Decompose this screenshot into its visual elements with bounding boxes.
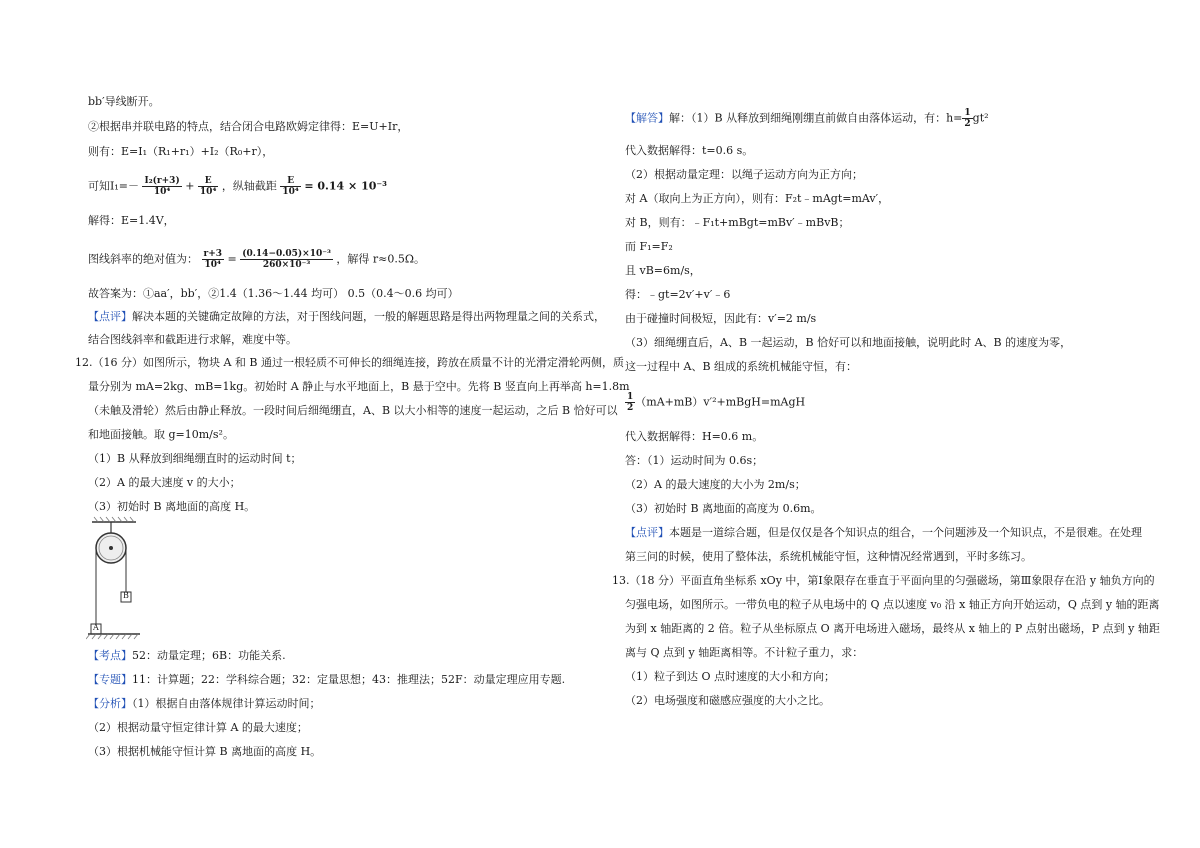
formula-text: = 0.14 × 10⁻³ <box>304 179 388 193</box>
pulley-diagram <box>86 516 142 640</box>
text-line: 这一过程中 A、B 组成的系统机械能守恒，有： <box>625 360 858 373</box>
text-line: （3）细绳绷直后，A、B 一起运动，B 恰好可以和地面接触，说明此时 A、B 的速度为零， <box>625 336 1072 349</box>
section-tag: 【分析】 <box>88 697 132 710</box>
formula-line <box>625 392 805 413</box>
fraction-numerator: 1 <box>627 392 634 402</box>
text-line: 本题是一道综合题，但是仅仅是各个知识点的组合，一个问题涉及一个知识点，不是很难。在处理 <box>669 526 1142 539</box>
section-tag: 【点评】 <box>88 310 132 323</box>
fraction-numerator: I₂(r+3) <box>144 176 180 186</box>
text-line: 为到 x 轴距离的 2 倍。粒子从坐标原点 O 离开电场进入磁场，最终从 x 轴上的 P 点射出磁场，P 点到 y 轴距 <box>625 622 1160 635</box>
formula-line: 可知I₁=－ $\frac{\text{I₂(r+3)}}{\text{10⁴}}$ + $\frac{E}{\text{10⁴}}$ ，纵轴截距 $\frac{E}{\text{10⁴}}$ = 0.14 × 10⁻³ <box>88 176 388 197</box>
text-line: 代入数据解得：t=0.6 s。 <box>625 144 754 157</box>
text-line: （1）B 从释放到细绳绷直时的运动时间 t； <box>88 452 302 465</box>
text-line: 第三问的时候，使用了整体法，系统机械能守恒，这种情况经常遇到，平时多练习。 <box>625 550 1032 563</box>
formula-text: ，解得 r≈0.5Ω。 <box>336 252 426 266</box>
fraction-denominator: 10⁴ <box>153 187 171 197</box>
text-line: （3）根据机械能守恒计算 B 离地面的高度 H。 <box>88 745 322 758</box>
text-line: 匀强电场，如图所示。一带负电的粒子从电场中的 Q 点以速度 v₀ 沿 x 轴正方向开始运动，Q 点到 y 轴的距离 <box>625 598 1160 611</box>
formula-text: gt² <box>972 111 989 125</box>
text-line: 则有：E=I₁（R₁+r₁）+I₂（R₀+r）， <box>88 145 274 158</box>
text-line: 11：计算题；22：学科综合题；32：定量思想；43：推理法；52F：动量定理应用专题. <box>132 673 566 686</box>
fraction-denominator: 10⁴ <box>199 187 217 197</box>
fraction-denominator: 2 <box>964 119 971 129</box>
text-line: （3）初始时 B 离地面的高度为 0.6m。 <box>625 502 822 515</box>
text-line: 且 vB=6m/s， <box>625 264 701 277</box>
fraction-denominator: 260×10⁻³ <box>262 260 311 270</box>
comment-line <box>88 310 605 324</box>
text-line: （2）A 的最大速度 v 的大小； <box>88 476 241 489</box>
text-line: （2）根据动量守恒定律计算 A 的最大速度； <box>88 721 308 734</box>
comment-line <box>88 697 321 711</box>
formula-text: ，纵轴截距 <box>221 179 277 193</box>
comment-line <box>88 649 286 663</box>
formula-text: （mA+mB）v′²+mBgH=mAgH <box>635 395 806 409</box>
text-line: 而 F₁=F₂ <box>625 240 673 253</box>
section-tag: 【考点】 <box>88 649 132 662</box>
fraction <box>962 108 972 129</box>
text-line: 对 A（取向上为正方向），则有：F₂t﹣mAgt=mAv′， <box>625 192 890 205</box>
comment-line <box>625 526 1142 540</box>
question-line: 12.（16 分）如图所示，物块 A 和 B 通过一根轻质不可伸长的细绳连接，跨放在质量不计的光滑定滑轮两侧，质 <box>75 356 624 369</box>
fraction-denominator: 2 <box>627 403 634 413</box>
section-tag: 【专题】 <box>88 673 132 686</box>
text-line: 离与 Q 点到 y 轴距离相等。不计粒子重力，求： <box>625 646 864 659</box>
formula-text: 图线斜率的绝对值为： <box>88 252 198 266</box>
fraction-numerator: E <box>198 176 218 187</box>
section-tag: 【解答】 <box>625 111 669 125</box>
text-line: bb′导线断开。 <box>88 95 160 108</box>
answer-line <box>625 108 989 129</box>
text-line: ②根据串并联电路的特点，结合闭合电路欧姆定律得：E=U+Ir， <box>88 120 409 133</box>
text-line: （未触及滑轮）然后由静止释放。一段时间后细绳绷直，A、B 以大小相等的速度一起运动，之后 B 恰好可以 <box>88 404 618 417</box>
text-line: （3）初始时 B 离地面的高度 H。 <box>88 500 256 513</box>
text-line: 答：（1）运动时间为 0.6s； <box>625 454 764 467</box>
fraction <box>240 249 333 270</box>
text-line: 得：﹣gt=2v′+v′﹣6 <box>625 288 731 301</box>
section-tag: 【点评】 <box>625 526 669 539</box>
fraction-denominator: 10⁴ <box>204 260 221 270</box>
text-line: 解决本题的关键确定故障的方法，对于图线问题，一般的解题思路是得出两物理量之间的关系式， <box>132 310 605 323</box>
text-line: 结合图线斜率和截距进行求解，难度中等。 <box>88 333 297 346</box>
fraction <box>280 176 300 197</box>
pulley-figure <box>86 516 142 640</box>
text-line: （2）电场强度和磁感应强度的大小之比。 <box>625 694 830 707</box>
block-a-label: A <box>93 623 99 632</box>
formula-line: 图线斜率的绝对值为： $\frac{r+3}{\text{10⁴}}$ = $\frac{\text{(0.14−0.05)×10⁻³}}{\text{260×10⁻³}}$ ，解得 r≈0.5Ω。 <box>88 249 426 270</box>
fraction-numerator: (0.14−0.05)×10⁻³ <box>242 249 331 259</box>
text-line: 和地面接触。取 g=10m/s²。 <box>88 428 234 441</box>
fraction-numerator: 1 <box>964 108 971 118</box>
text-line: 对 B，则有：﹣F₁t+mBgt=mBv′﹣mBvB； <box>625 216 850 229</box>
text-line: 52：动量定理；6B：功能关系. <box>132 649 286 662</box>
text-line: （2）A 的最大速度的大小为 2m/s； <box>625 478 806 491</box>
fraction <box>142 176 181 197</box>
formula-text: 解：（1）B 从释放到细绳刚绷直前做自由落体运动，有：h= <box>669 111 963 125</box>
fraction <box>198 176 218 197</box>
fraction-numerator: r+3 <box>203 249 223 259</box>
fraction-denominator: 10⁴ <box>282 187 299 197</box>
text-line: 量分别为 mA=2kg、mB=1kg。初始时 A 静止与水平地面上，B 悬于空中。先将 B 竖直向上再举高 h=1.8m <box>88 380 630 393</box>
comment-line <box>88 673 565 687</box>
block-b-label: B <box>123 591 129 600</box>
formula-text: 可知I₁=－ <box>88 179 139 193</box>
fraction-numerator: E <box>280 176 300 187</box>
text-line: （1）粒子到达 O 点时速度的大小和方向； <box>625 670 836 683</box>
fraction <box>625 392 635 413</box>
text-line: 解得：E=1.4V， <box>88 214 175 227</box>
text-line: 故答案为：①aa′，bb′，②1.4（1.36～1.44 均可） 0.5（0.4～0.6 均可） <box>88 287 459 300</box>
question-line: 13.（18 分）平面直角坐标系 xOy 中，第Ⅰ象限存在垂直于平面向里的匀强磁场，第Ⅲ象限存在沿 y 轴负方向的 <box>612 574 1155 587</box>
text-line: 由于碰撞时间极短，因此有：v′=2 m/s <box>625 312 817 325</box>
text-line: （1）根据自由落体规律计算运动时间； <box>132 697 321 710</box>
text-line: （2）根据动量定理：以绳子运动方向为正方向； <box>625 168 863 181</box>
fraction <box>202 249 225 270</box>
text-line: 代入数据解得：H=0.6 m。 <box>625 430 764 443</box>
